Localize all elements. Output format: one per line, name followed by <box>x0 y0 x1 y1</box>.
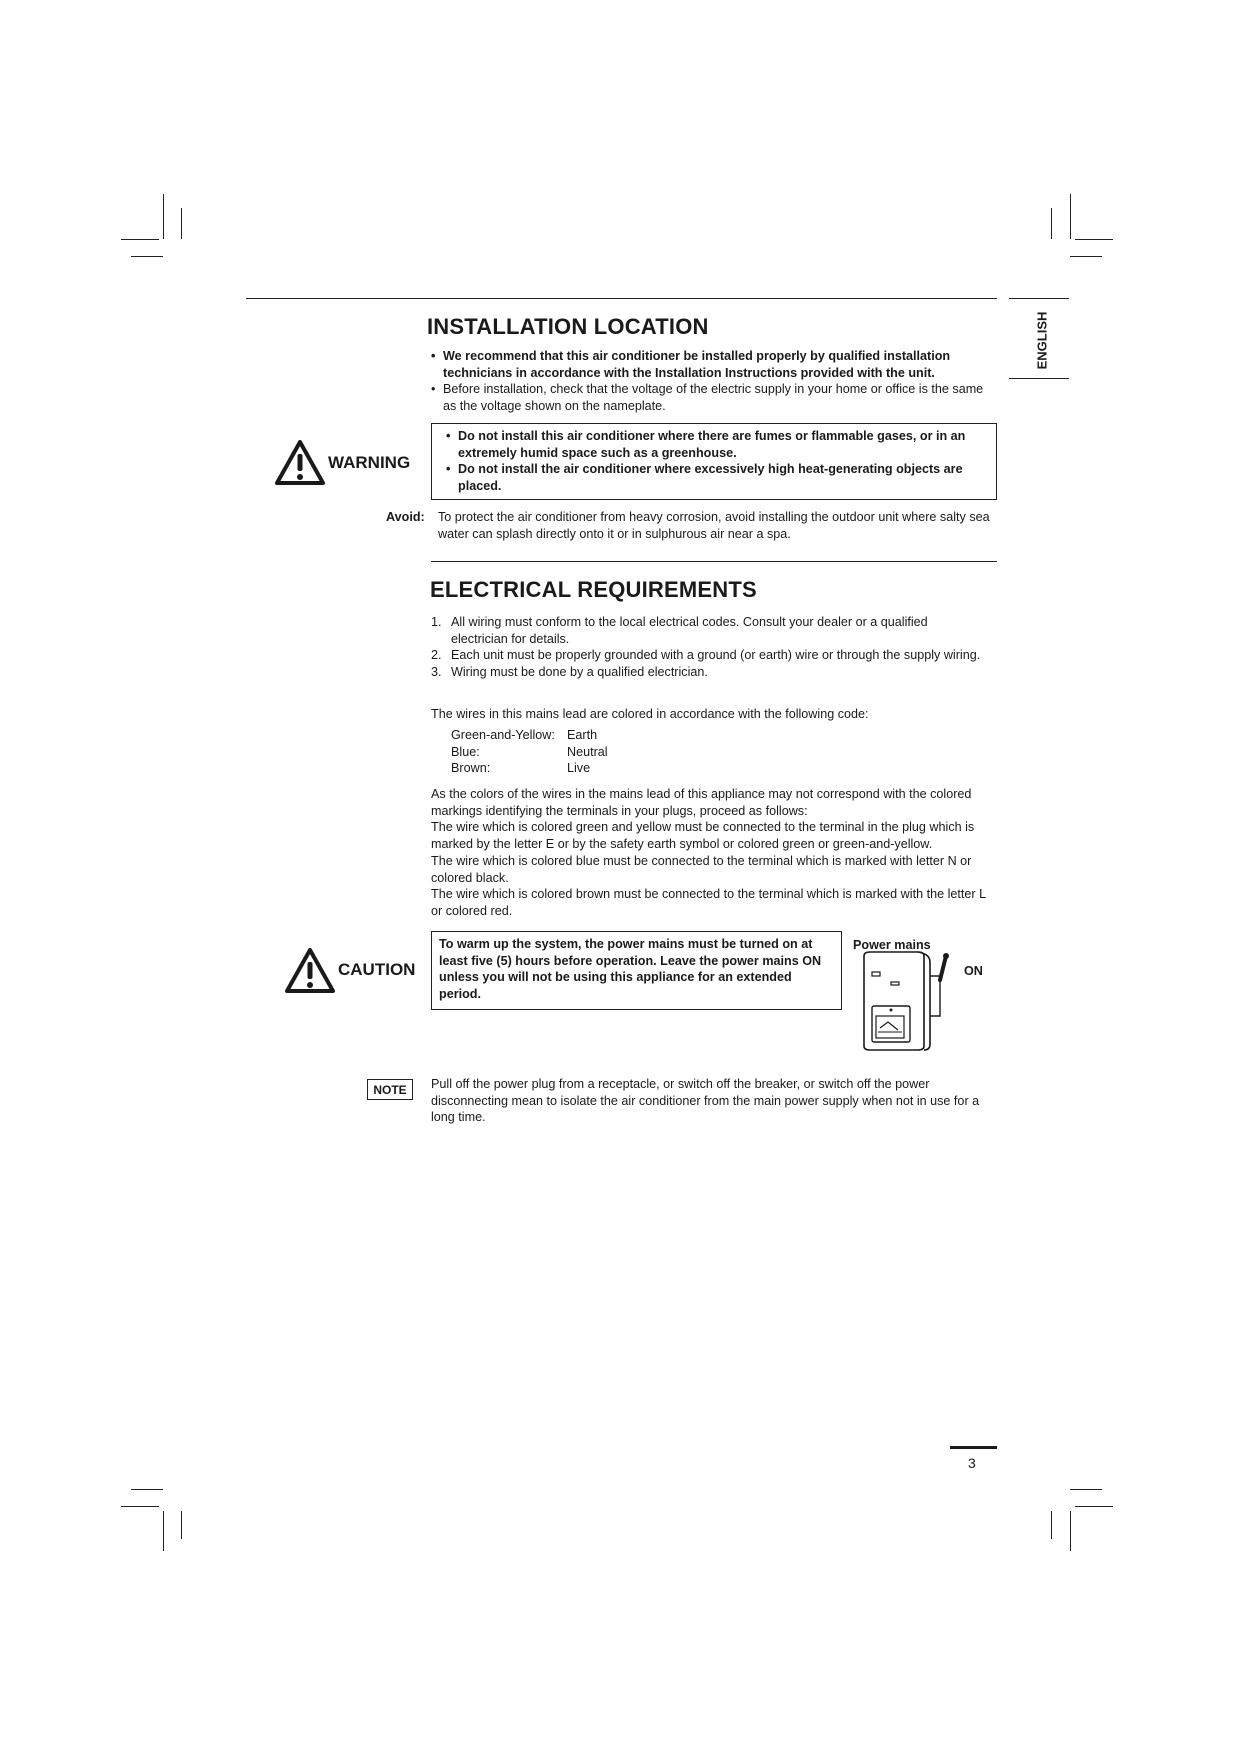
warning-label: WARNING <box>328 453 411 472</box>
paragraph: The wire which is colored green and yellow must be connected to the terminal in the plug which is marked by the letter E or by the safety earth symbol or colored green or green-and-yellow. <box>431 820 975 852</box>
language-tab-top-rule <box>1009 298 1069 299</box>
list-item: 2. Each unit must be properly grounded with a ground (or earth) wire or through the supply wiring. <box>431 648 981 663</box>
page-number-bar <box>950 1446 997 1449</box>
language-tab[interactable] <box>1015 303 1069 377</box>
top-rule <box>246 298 997 299</box>
warning-triangle-icon <box>274 438 326 486</box>
caution-box: To warm up the system, the power mains must be turned on at least five (5) hours before operation. Leave the power mains ON unless you will not be using this appliance for an extended period. <box>431 931 842 1010</box>
wiring-instructions <box>431 786 997 920</box>
wire-color: Brown: <box>451 761 491 776</box>
installation-title: INSTALLATION LOCATION <box>427 314 709 339</box>
caution-label: CAUTION <box>338 960 416 979</box>
list-item: 3. Wiring must be done by a qualified electrician. <box>431 665 708 680</box>
warning-box <box>431 423 997 500</box>
paragraph: As the colors of the wires in the mains lead of this appliance may not correspond with the colored markings identifying the terminals in your plugs, proceed as follows: <box>431 787 972 818</box>
list-item: • We recommend that this air conditioner be installed properly by qualified installation technicians in accordance with the Installation Instructions provided with the unit. <box>431 348 987 381</box>
wire-meaning: Live <box>567 761 591 776</box>
caution-triangle-icon <box>284 946 336 994</box>
list-item: 1. All wiring must conform to the local electrical codes. Consult your dealer or a qualified electrician for details. <box>431 615 928 646</box>
paragraph: The wire which is colored brown must be connected to the terminal which is marked with the letter L or colored red. <box>431 887 986 918</box>
wire-code-table <box>451 727 608 777</box>
list-item: • Do not install this air conditioner where there are fumes or flammable gases, or in an extremely humid space such as a greenhouse. <box>446 428 986 461</box>
wire-meaning: Neutral <box>567 744 608 759</box>
list-item: • Do not install the air conditioner where excessively high heat-generating objects are placed. <box>446 461 986 494</box>
on-label: ON <box>964 964 983 978</box>
installation-bullets <box>431 348 987 415</box>
wire-color: Green-and-Yellow: <box>451 728 555 742</box>
avoid-label: Avoid: <box>386 510 425 524</box>
power-mains-switch-icon <box>858 946 958 1054</box>
wire-color: Blue: <box>451 744 480 759</box>
wire-meaning: Earth <box>567 728 598 742</box>
warning-sign <box>274 438 414 488</box>
section-divider <box>431 561 997 562</box>
caution-sign <box>284 946 434 996</box>
note-tag: NOTE <box>367 1079 413 1100</box>
wires-intro: The wires in this mains lead are colored in accordance with the following code: <box>431 707 869 721</box>
paragraph: The wire which is colored blue must be connected to the terminal which is marked with letter N or colored black. <box>431 853 972 885</box>
language-tab-bottom-rule <box>1009 378 1069 379</box>
avoid-text: To protect the air conditioner from heavy corrosion, avoid installing the outdoor unit where salty sea water can splash directly onto it or in sulphurous air near a spa. <box>438 510 990 541</box>
note-text: Pull off the power plug from a receptacle, or switch off the breaker, or switch off the power disconnecting mean to isolate the air conditioner from the main power supply when not in use for a long time. <box>431 1077 980 1125</box>
power-mains-label: Power mains <box>853 938 931 952</box>
language-tab-label: ENGLISH <box>1034 311 1050 369</box>
list-item: • Before installation, check that the voltage of the electric supply in your home or office is the same as the voltage shown on the nameplate. <box>431 381 987 414</box>
electrical-title: ELECTRICAL REQUIREMENTS <box>430 577 757 602</box>
page-number: 3 <box>968 1455 976 1471</box>
electrical-list <box>431 614 987 681</box>
